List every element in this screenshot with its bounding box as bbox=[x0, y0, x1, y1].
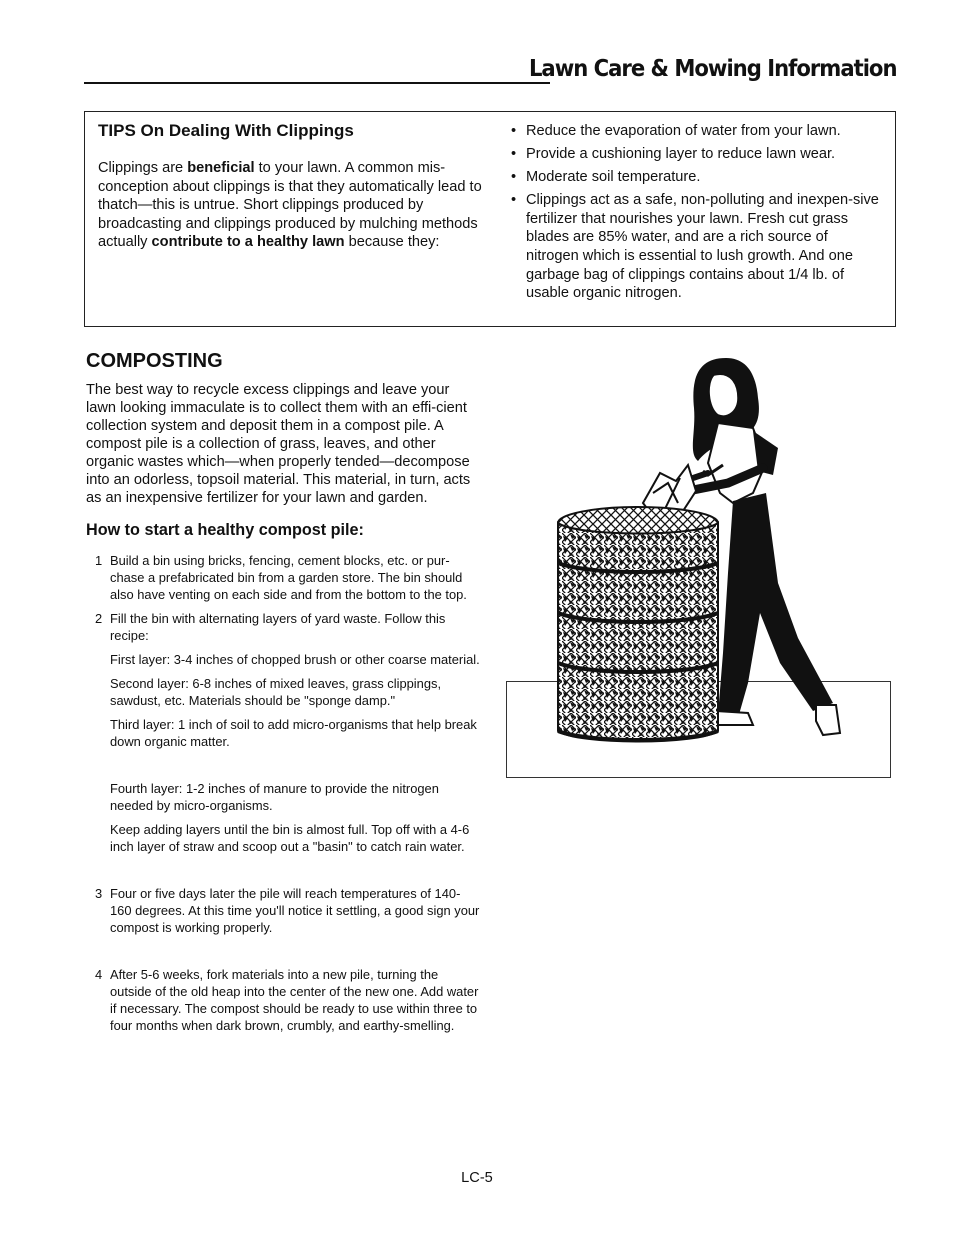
bullet-icon: • bbox=[511, 146, 517, 163]
benefit-item bbox=[511, 168, 881, 187]
compost-bin-shape bbox=[558, 507, 718, 742]
step-number: 1 bbox=[95, 553, 103, 568]
composting-title: COMPOSTING bbox=[86, 350, 223, 372]
bullet-icon: • bbox=[511, 169, 517, 186]
compost-steps bbox=[86, 552, 481, 1034]
page-title: Lawn Care & Mowing Information bbox=[529, 56, 897, 82]
benefit-text: Clippings act as a safe, non-polluting and inexpen-sive fertilizer that nourishes your lawn. Fresh cut grass blades are 85% water, and are a rich source of nitrogen which is essential to lush growth. And one garbage bag of clippings contains about 1/4 lb. of usable organic nitrogen. bbox=[526, 192, 879, 302]
trousers-shape bbox=[718, 493, 833, 718]
step-number: 2 bbox=[95, 611, 103, 626]
composting-intro: The best way to recycle excess clippings and leave your lawn looking immaculate is to collect them with an effi-cient collection system and deposit them in a compost pile. A compost pile is a collection of grass, leaves, and other organic wastes which—when properly tended—decompose into an odorless, topsoil material. This material, in turn, acts as an inexpensive fertilizer for your lawn and garden. bbox=[86, 382, 471, 506]
step-text: Fill the bin with alternating layers of yard waste. Follow this recipe: bbox=[110, 611, 446, 643]
step-1 bbox=[86, 552, 481, 603]
tips-body-text: to your lawn. A common mis-conception about clippings is that they automatically lead to thatch—this is untrue. Short clippings produced by broadcasting and clippings produced by mulching methods actually bbox=[98, 160, 482, 251]
step-number: 4 bbox=[95, 967, 103, 982]
compost-bin-illustration bbox=[548, 353, 848, 753]
tips-body-text: because they: bbox=[344, 234, 440, 251]
bullet-icon: • bbox=[511, 123, 517, 139]
composting-section bbox=[86, 350, 481, 1034]
tips-box bbox=[84, 111, 896, 327]
benefit-item bbox=[511, 122, 881, 141]
benefits-list bbox=[511, 122, 881, 303]
layer-fourth: Fourth layer: 1-2 inches of manure to provide the nitrogen needed by micro-organisms. bbox=[110, 781, 439, 813]
page-number: LC-5 bbox=[461, 1170, 493, 1186]
bullet-icon: • bbox=[511, 192, 517, 209]
tips-title: TIPS On Dealing With Clippings bbox=[98, 121, 354, 140]
layer-second: Second layer: 6-8 inches of mixed leaves, grass clippings, sawdust, etc. Materials should be "sponge damp." bbox=[110, 676, 442, 708]
step-2 bbox=[86, 610, 481, 644]
benefit-text: Reduce the evaporation of water from your lawn. bbox=[526, 123, 841, 139]
benefit-text: Provide a cushioning layer to reduce lawn wear. bbox=[526, 146, 836, 163]
face-shape bbox=[709, 374, 738, 416]
step-text: After 5-6 weeks, fork materials into a new pile, turning the outside of the old heap into the center of the new one. Add water if necessary. The compost should be ready to use within three to four months when dark brown, crumbly, and earthy-smelling. bbox=[110, 967, 479, 1033]
step-3 bbox=[86, 885, 481, 936]
step-text: Build a bin using bricks, fencing, cement blocks, etc. or pur-chase a prefabricated bin from a garden store. The bin should also have venting on each side and from the bottom to the top. bbox=[110, 553, 467, 602]
step-text: Four or five days later the pile will reach temperatures of 140-160 degrees. At this time you'll notice it settling, a good sign your compost is working properly. bbox=[110, 886, 480, 935]
tips-body-emphasis: beneficial bbox=[187, 160, 255, 176]
benefit-item bbox=[511, 191, 881, 303]
step-number: 3 bbox=[95, 886, 103, 901]
compost-steps-heading: How to start a healthy compost pile: bbox=[86, 521, 364, 539]
tips-body-emphasis: contribute to a healthy lawn bbox=[151, 234, 345, 251]
benefit-text: Moderate soil temperature. bbox=[526, 169, 701, 186]
tips-right-column bbox=[511, 122, 881, 307]
tips-left-column bbox=[98, 121, 483, 252]
tips-body-text: Clippings are bbox=[98, 160, 188, 176]
layer-repeat: Keep adding layers until the bin is almost full. Top off with a 4-6 inch layer of straw and scoop out a "basin" to catch rain water. bbox=[110, 822, 470, 854]
tips-body bbox=[98, 159, 483, 252]
step-4 bbox=[86, 966, 481, 1034]
benefit-item bbox=[511, 145, 881, 164]
header-rule bbox=[84, 82, 550, 84]
layer-third: Third layer: 1 inch of soil to add micro-organisms that help break down organic matter. bbox=[110, 717, 477, 749]
layer-first: First layer: 3-4 inches of chopped brush or other coarse material. bbox=[110, 652, 480, 667]
